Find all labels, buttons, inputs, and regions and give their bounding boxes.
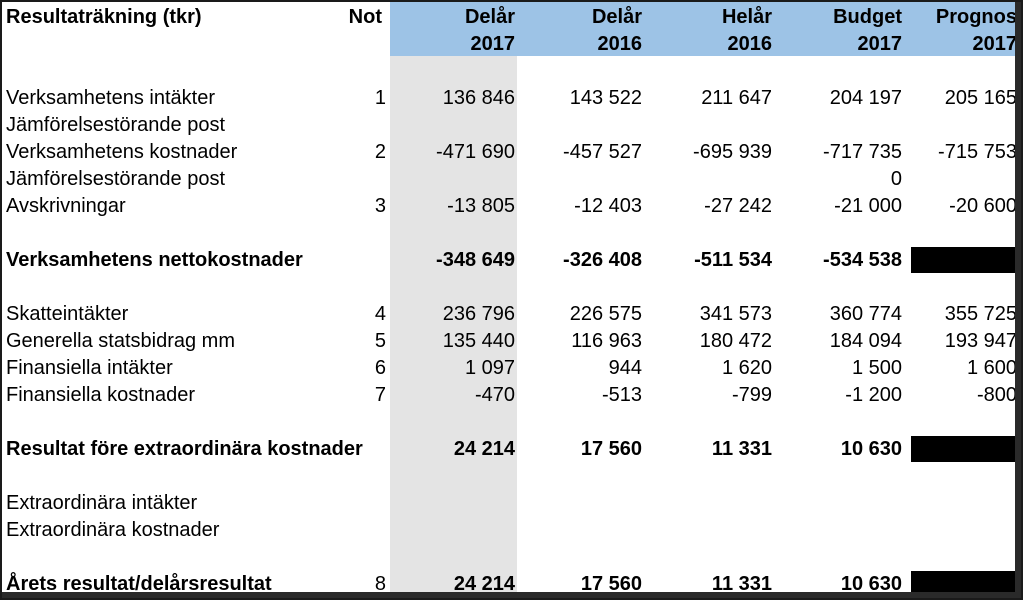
row-value-col-3: 180 472 <box>699 330 772 352</box>
row-value-col-3: 211 647 <box>701 87 772 109</box>
row-value-col-2: 17 560 <box>580 438 642 460</box>
row-label: Extraordinära intäkter <box>6 492 198 514</box>
row-not: 3 <box>374 195 386 217</box>
row-value-col-1: 236 796 <box>442 303 515 325</box>
row-label: Jämförelsestörande post <box>6 114 226 136</box>
row-not: 7 <box>374 384 386 406</box>
row-value-col-2: -513 <box>601 384 642 406</box>
row-value-col-5: 355 725 <box>944 303 1017 325</box>
row-value-col-2: 944 <box>608 357 642 379</box>
col-header-5-line2: 2017 <box>972 33 1017 55</box>
row-value-col-4: 0 <box>890 168 902 190</box>
not-header: Not <box>348 6 382 28</box>
col-header-4-line1: Budget <box>833 6 902 28</box>
row-value-col-1: 1 097 <box>464 357 515 379</box>
row-value-col-5: 205 165 <box>944 87 1017 109</box>
row-not: 1 <box>374 87 386 109</box>
row-value-col-4: 10 630 <box>840 573 902 595</box>
row-value-col-3: 11 331 <box>711 573 772 595</box>
row-value-col-2: -457 527 <box>563 141 642 163</box>
row-value-col-1: 24 214 <box>453 573 515 595</box>
col-header-5-line1: Prognos <box>935 6 1017 28</box>
row-label: Resultat före extraordinära kostnader <box>6 438 363 460</box>
row-not: 8 <box>374 573 386 595</box>
row-value-col-4: 1 500 <box>851 357 902 379</box>
col-header-2-line2: 2016 <box>597 33 642 55</box>
row-value-col-1: 135 440 <box>442 330 515 352</box>
row-value-col-4: 360 774 <box>829 303 902 325</box>
row-value-col-2: 226 575 <box>569 303 642 325</box>
row-value-col-1: 136 846 <box>442 87 515 109</box>
row-value-col-2: -12 403 <box>574 195 642 217</box>
row-value-col-2: 17 560 <box>580 573 642 595</box>
col-header-3-line1: Helår <box>721 6 772 28</box>
row-label: Verksamhetens nettokostnader <box>6 249 303 271</box>
row-label: Verksamhetens kostnader <box>6 141 238 163</box>
row-value-col-3: 341 573 <box>699 303 772 325</box>
col-header-3-line2: 2016 <box>727 33 772 55</box>
table-title: Resultaträkning (tkr) <box>6 6 202 28</box>
row-value-col-4: -1 200 <box>845 384 902 406</box>
row-value-col-4: 10 630 <box>840 438 902 460</box>
row-value-col-5: -20 600 <box>949 195 1017 217</box>
row-value-col-1: 24 214 <box>453 438 515 460</box>
row-not: 2 <box>374 141 386 163</box>
row-value-col-3: -27 242 <box>704 195 772 217</box>
row-value-col-5: -715 753 <box>938 141 1017 163</box>
row-label: Finansiella intäkter <box>6 357 173 379</box>
row-value-col-5: 1 600 <box>966 357 1017 379</box>
row-value-col-1: -348 649 <box>436 249 515 271</box>
row-value-col-4: -21 000 <box>834 195 902 217</box>
row-value-col-3: 11 331 <box>711 438 772 460</box>
row-label: Skatteintäkter <box>6 303 129 325</box>
row-value-col-4: 184 094 <box>829 330 902 352</box>
col-header-1-line2: 2017 <box>470 33 515 55</box>
row-label: Verksamhetens intäkter <box>6 87 215 109</box>
row-value-col-4: 204 197 <box>829 87 902 109</box>
col-header-4-line2: 2017 <box>857 33 902 55</box>
row-value-col-3: 1 620 <box>721 357 772 379</box>
row-value-col-1: -13 805 <box>447 195 515 217</box>
row-value-col-5: 193 947 <box>944 330 1017 352</box>
row-label: Extraordinära kostnader <box>6 519 220 541</box>
row-not: 4 <box>374 303 386 325</box>
row-label: Avskrivningar <box>6 195 126 217</box>
row-value-col-2: 143 522 <box>569 87 642 109</box>
row-value-col-1: -470 <box>474 384 515 406</box>
col-header-1-line1: Delår <box>464 6 515 28</box>
row-value-col-3: -799 <box>731 384 772 406</box>
row-label: Generella statsbidrag mm <box>6 330 235 352</box>
row-value-col-1: -471 690 <box>436 141 515 163</box>
row-value-col-5: -800 <box>976 384 1017 406</box>
row-value-col-4: -717 735 <box>823 141 902 163</box>
row-value-col-3: -511 534 <box>694 249 772 271</box>
row-not: 6 <box>374 357 386 379</box>
row-value-col-4: -534 538 <box>823 249 902 271</box>
row-not: 5 <box>374 330 386 352</box>
row-label: Jämförelsestörande post <box>6 168 226 190</box>
row-value-col-3: -695 939 <box>693 141 772 163</box>
row-value-col-2: -326 408 <box>563 249 642 271</box>
col-header-2-line1: Delår <box>591 6 642 28</box>
row-label: Årets resultat/delårsresultat <box>6 573 272 595</box>
row-value-col-2: 116 963 <box>571 330 642 352</box>
row-label: Finansiella kostnader <box>6 384 195 406</box>
